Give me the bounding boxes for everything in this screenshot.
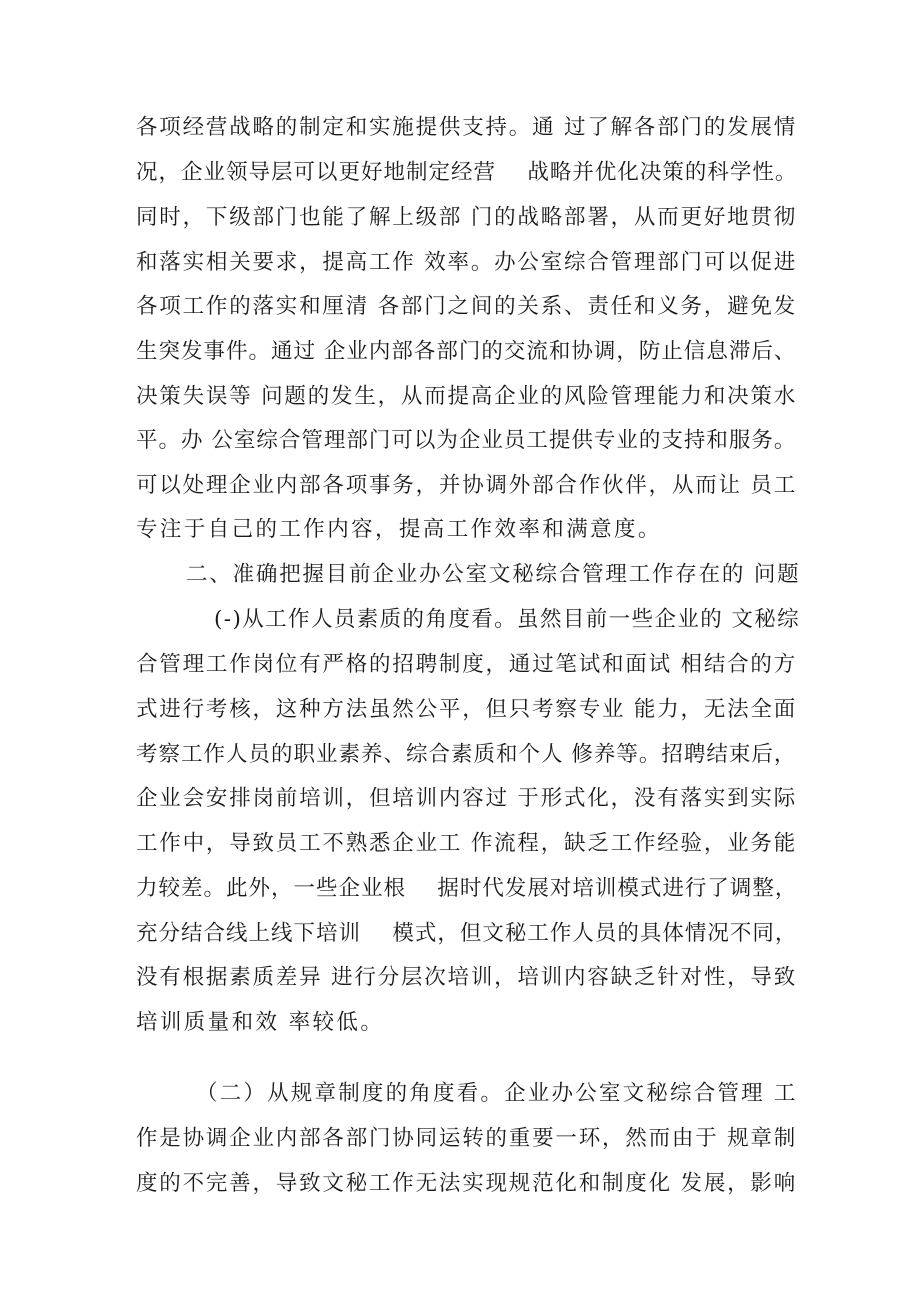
body-text-line: 同时，下级部门也能了解上级部 门的战略部署，从而更好地贯彻 [136, 205, 798, 230]
body-text-line: 况，企业领导层可以更好地制定经营 战略并优化决策的科学性。 [136, 160, 798, 185]
body-text-line: 作是协调企业内部各部门协同运转的重要一环，然而由于 规章制 [136, 1126, 798, 1151]
body-text-line: 和落实相关要求，提高工作 效率。办公室综合管理部门可以促进 [136, 250, 798, 275]
subsection-heading: （二）从规章制度的角度看。企业办公室文秘综合管理 工 [196, 1081, 798, 1106]
body-text-line: 充分结合线上线下培训 模式，但文秘工作人员的具体情况不同， [136, 921, 798, 946]
body-text-line: 决策失误等 问题的发生，从而提高企业的风险管理能力和决策水 [136, 384, 798, 409]
section-heading: 二、准确把握目前企业办公室文秘综合管理工作存在的 问题 [186, 562, 801, 587]
body-text-line: 企业会安排岗前培训，但培训内容过 于形式化，没有落实到实际 [136, 786, 798, 811]
body-text-line: 度的不完善，导致文秘工作无法实现规范化和制度化 发展，影响 [136, 1171, 798, 1196]
body-text-line: 没有根据素质差异 进行分层次培训，培训内容缺乏针对性，导致 [136, 965, 798, 990]
body-text-line: 合管理工作岗位有严格的招聘制度，通过笔试和面试 相结合的方 [136, 652, 798, 677]
body-text-line: 考察工作人员的职业素养、综合素质和个人 修养等。招聘结束后， [136, 742, 797, 767]
body-text-line: 专注于自己的工作内容，提高工作效率和满意度。 [136, 517, 662, 542]
subsection-heading: (-)从工作人员素质的角度看。虽然目前一些企业的 文秘综 [214, 607, 801, 632]
body-text-line: 可以处理企业内部各项事务，并协调外部合作伙伴，从而让 员工 [136, 473, 798, 498]
body-text-line: 各项经营战略的制定和实施提供支持。通 过了解各部门的发展情 [136, 115, 798, 140]
body-text-line: 平。办 公室综合管理部门可以为企业员工提供专业的支持和服务。 [136, 428, 797, 453]
body-text-line: 式进行考核，这种方法虽然公平，但只考察专业 能力，无法全面 [136, 697, 798, 722]
body-text-line: 工作中，导致员工不熟悉企业工 作流程，缺乏工作经验，业务能 [136, 831, 798, 856]
body-text-line: 培训质量和效 率较低。 [136, 1010, 385, 1035]
body-text-line: 生突发事件。通过 企业内部各部门的交流和协调，防止信息滞后、 [136, 339, 797, 364]
body-text-line: 力较差。此外，一些企业根 据时代发展对培训模式进行了调整， [136, 876, 798, 901]
body-text-line: 各项工作的落实和厘清 各部门之间的关系、责任和义务，避免发 [136, 294, 798, 319]
